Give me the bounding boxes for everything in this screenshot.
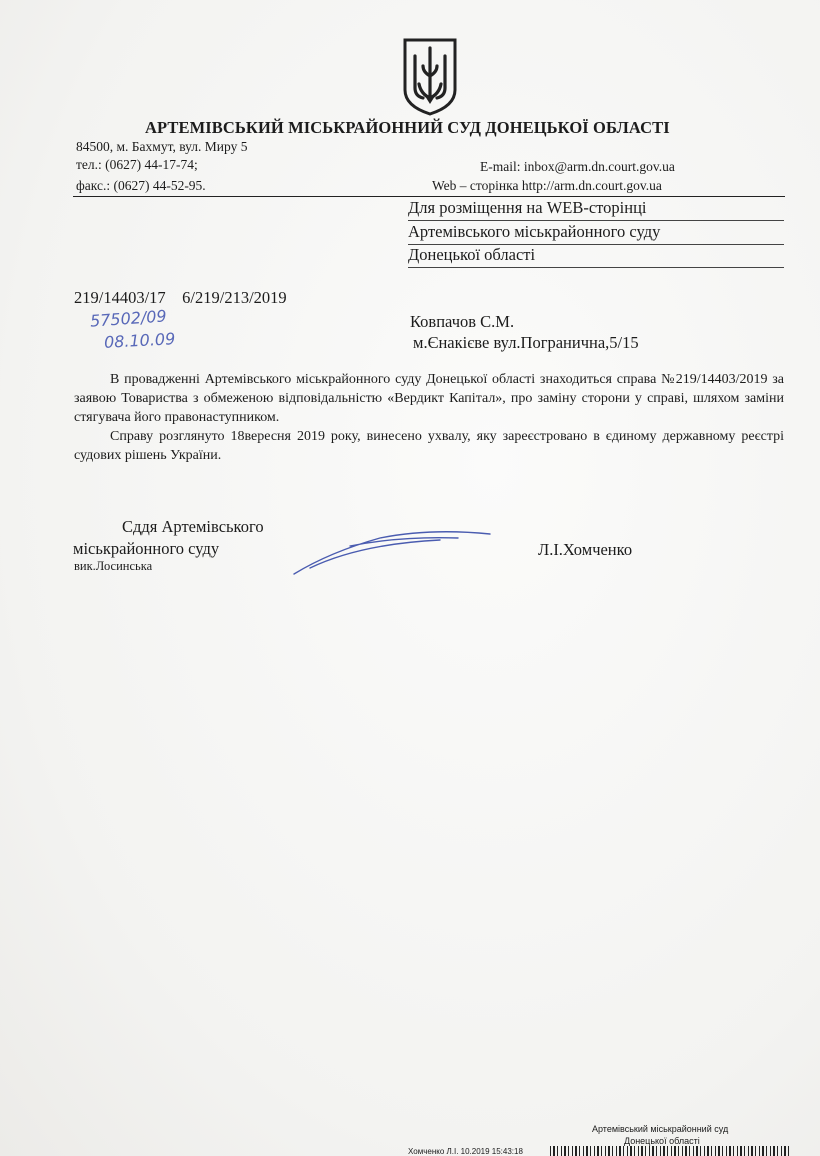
coat-of-arms-icon: [401, 38, 459, 116]
body-paragraph-1: В провадженні Артемівського міськрайонного суду Донецької області знаходиться справа №219/14403/2019 за заявою Товариства з обмеженою відповідальністю «Вердикт Капітал», про заміну сторони у справі, шляхом заміни стягувача його правонаступником.: [74, 372, 784, 425]
stamp-region: Донецької області: [624, 1136, 700, 1146]
recipient-address: м.Єнакієве вул.Погранична,5/15: [413, 333, 639, 352]
court-name: АРТЕМІВСЬКИЙ МІСЬКРАЙОННИЙ СУД ДОНЕЦЬКОЇ ОБЛАСТІ: [145, 118, 670, 137]
signer-title-line1: Сддя Артемівського: [122, 517, 264, 536]
header-divider: [73, 196, 785, 197]
body-paragraph-2: Справу розглянуто 18вересня 2019 року, винесено ухвалу, яку зареєстровано в єдиному державному реєстрі судових рішень України.: [74, 429, 784, 463]
letter-body: [74, 370, 784, 465]
web-placement-line3: Донецької області: [408, 245, 784, 268]
web-placement-line2: Артемівського міськрайонного суду: [408, 222, 784, 245]
recipient-name: Ковпачов С.М.: [410, 312, 515, 331]
court-phone: тел.: (0627) 44-17-74;: [76, 157, 198, 172]
handwritten-signature-icon: [290, 522, 500, 582]
court-address: 84500, м. Бахмут, вул. Миру 5: [76, 139, 248, 154]
web-placement-line1: Для розміщення на WEB-сторінці: [408, 198, 784, 221]
court-website: Web – сторінка http://arm.dn.court.gov.ua: [432, 178, 662, 193]
executor-name: вик.Лосинська: [74, 559, 153, 573]
stamp-court-name: Артемівський міськрайонний суд: [592, 1124, 729, 1134]
case-numbers: 219/14403/17 6/219/213/2019: [74, 288, 287, 307]
stamp-timestamp: Хомченко Л.І. 10.2019 15:43:18: [408, 1147, 523, 1156]
judge-name: Л.І.Хомченко: [538, 540, 633, 559]
court-email: E-mail: inbox@arm.dn.court.gov.ua: [480, 159, 675, 174]
barcode: [550, 1146, 790, 1156]
handwritten-reg-number: 57502/09: [89, 306, 168, 331]
signer-title-line2: міськрайонного суду: [73, 539, 220, 558]
court-fax: факс.: (0627) 44-52-95.: [76, 178, 206, 193]
handwritten-date: 08.10.09: [103, 329, 176, 352]
